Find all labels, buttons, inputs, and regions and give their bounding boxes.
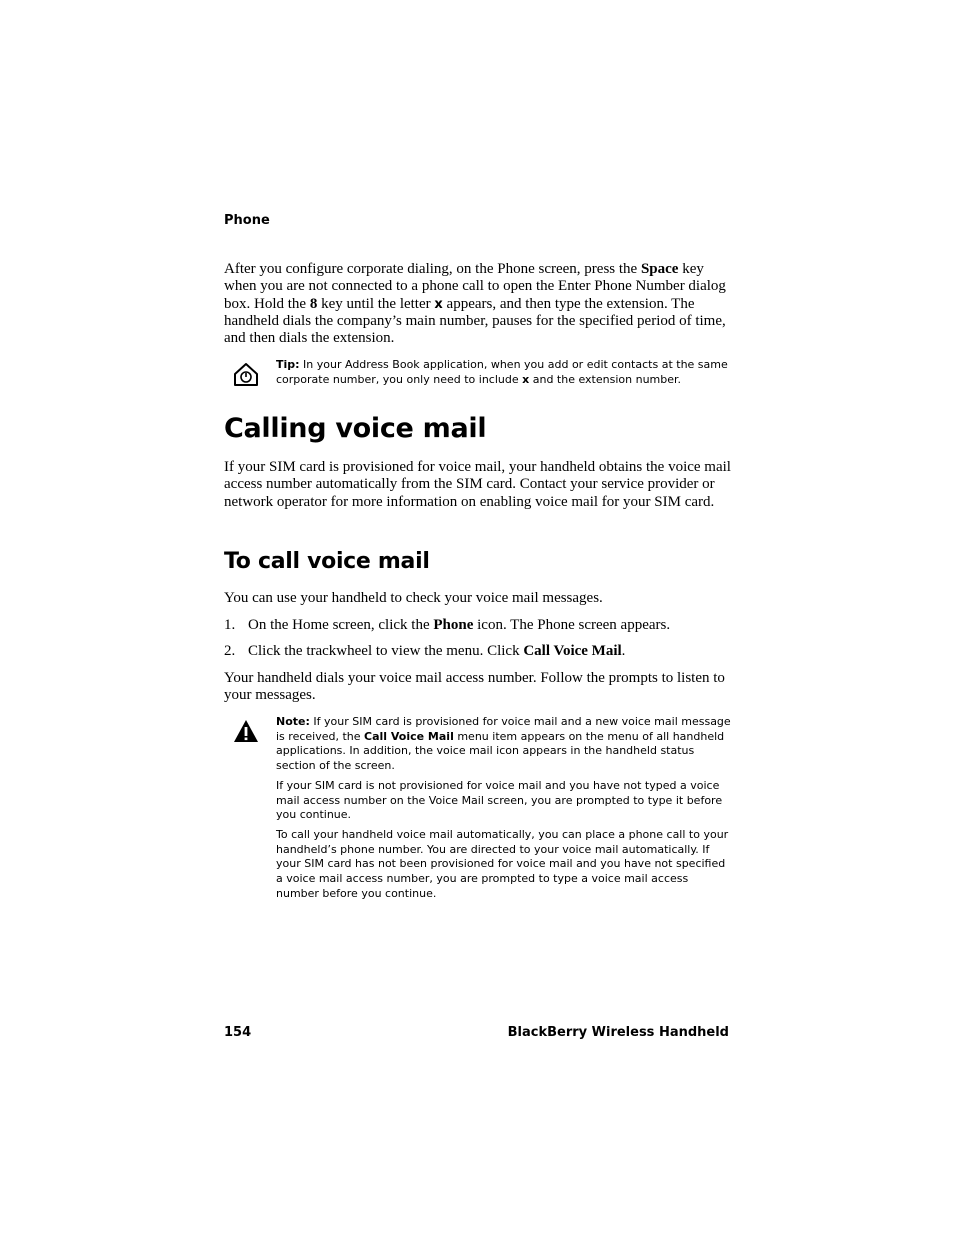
step-number: 2.	[224, 643, 236, 659]
book-title: BlackBerry Wireless Handheld	[507, 1025, 729, 1040]
key-8: 8	[309, 295, 318, 312]
procedure-title: To call voice mail	[224, 549, 430, 574]
tip-icon	[233, 362, 259, 388]
tip-text: Tip: In your Address Book application, when you add or edit contacts at the same corporate number, you only need to include x and the extension number.	[276, 358, 728, 386]
note-paragraph-1: Note: If your SIM card is provisioned for voice mail and a new voice mail message is received, the Call Voice Mail menu item appears on the menu of all handheld applications. In addition, the voice mail icon appears in the handheld status section of the screen.	[276, 715, 731, 773]
section-title-calling-voice-mail: Calling voice mail	[224, 413, 487, 444]
step-1: 1. On the Home screen, click the Phone icon. The Phone screen appears.	[224, 617, 671, 633]
procedure-intro: You can use your handheld to check your voice mail messages.	[224, 590, 603, 606]
call-voice-mail-label: Call Voice Mail	[523, 643, 622, 659]
note-label: Note:	[276, 715, 310, 728]
warning-icon	[233, 718, 259, 744]
page-header: Phone	[224, 213, 270, 228]
tip-label: Tip:	[276, 358, 300, 371]
section-body: If your SIM card is provisioned for voice mail, your handheld obtains the voice mail access number automatically from the SIM card. Contact your service provider or network operator for more information on enabling voice mail for your SIM card.	[224, 459, 731, 510]
phone-label: Phone	[433, 617, 474, 633]
note-paragraph-3: To call your handheld voice mail automatically, you can place a phone call to your handheld’s phone number. You are directed to your voice mail automatically. If your SIM card has not been provisioned for voice mail and you have not specified a voice mail access number, you are prompted to type a voice mail access number before you continue.	[276, 828, 729, 900]
procedure-result: Your handheld dials your voice mail access number. Follow the prompts to listen to your messages.	[224, 670, 725, 704]
step-number: 1.	[224, 617, 236, 633]
letter-x: x	[434, 296, 443, 312]
intro-paragraph: After you configure corporate dialing, on the Phone screen, press the Space key when you are not connected to a phone call to open the Enter Phone Number dialog box. Hold the 8 key until the letter x appears, and then type the extension. The handheld dials the company’s main number, pauses for the specified period of time, and then dials the extension.	[224, 261, 726, 347]
space-key: Space	[640, 261, 679, 277]
note-paragraph-2: If your SIM card is not provisioned for voice mail and you have not typed a voice mail access number on the Voice Mail screen, you are prompted to type it before you continue.	[276, 779, 723, 822]
step-2: 2. Click the trackwheel to view the menu. Click Call Voice Mail.	[224, 643, 626, 659]
page-number: 154	[224, 1025, 252, 1040]
